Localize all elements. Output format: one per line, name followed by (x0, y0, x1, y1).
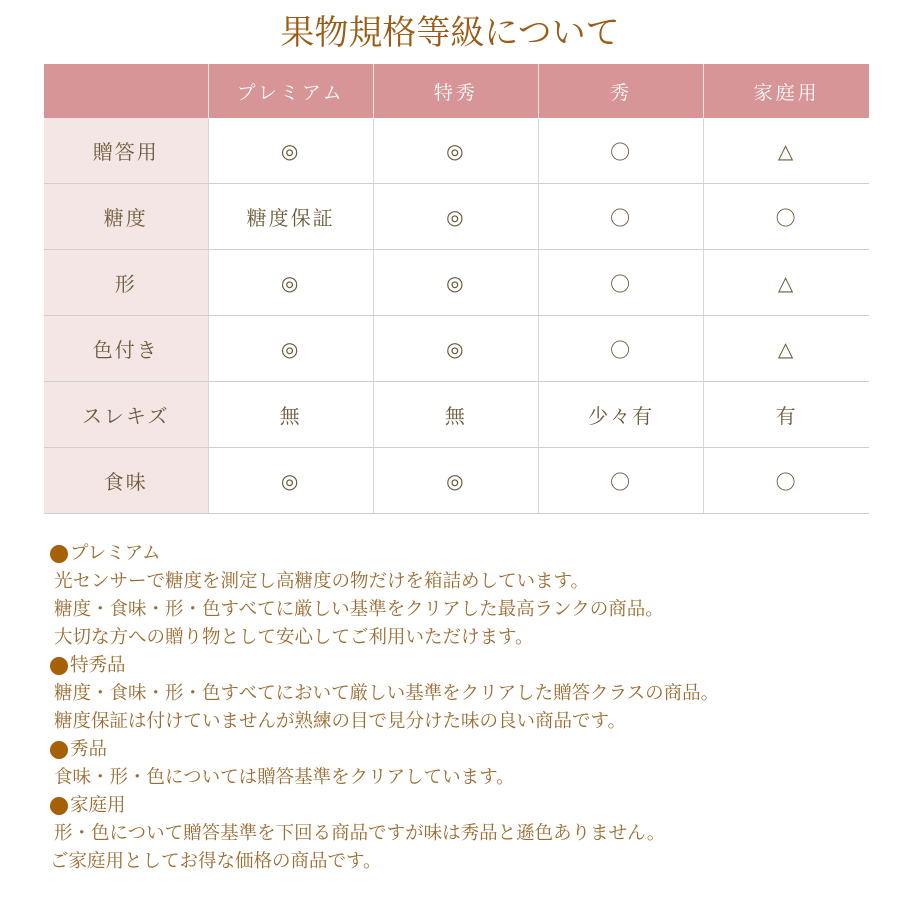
bullet-dot-icon (50, 657, 68, 675)
table-cell: 〇 (539, 184, 704, 250)
table-cell: ◎ (208, 448, 373, 514)
table-cell: 〇 (704, 448, 869, 514)
row-header: 形 (44, 250, 208, 316)
note-line: 光センサーで糖度を測定し高糖度の物だけを箱詰めしています。 (54, 571, 590, 592)
note-heading-katei (48, 792, 888, 820)
note-heading-text: 秀品 (70, 739, 108, 760)
table-cell: ◎ (208, 118, 373, 184)
note-heading-premium (48, 540, 888, 568)
table-corner-cell (44, 64, 208, 118)
bullet-dot-icon (50, 545, 68, 563)
note-line: 食味・形・色については贈答基準をクリアしています。 (54, 767, 515, 788)
bullet-dot-icon (50, 797, 68, 815)
table-row (44, 184, 869, 250)
table-header-row (44, 64, 869, 118)
table-cell: ◎ (373, 448, 538, 514)
page-title: 果物規格等級について (280, 13, 620, 53)
table-cell: ◎ (373, 184, 538, 250)
note-line: 糖度保証は付けていませんが熟練の目で見分けた味の良い商品です。 (54, 711, 627, 732)
table-row (44, 250, 869, 316)
table-cell: 〇 (539, 448, 704, 514)
grade-descriptions (48, 540, 888, 876)
table-cell: △ (704, 316, 869, 382)
note-heading-tokushu (48, 652, 888, 680)
row-header: 食味 (44, 448, 208, 514)
table-row (44, 118, 869, 184)
table-cell: ◎ (373, 250, 538, 316)
column-header-tokushu: 特秀 (373, 64, 538, 118)
table-cell: 無 (373, 382, 538, 448)
row-header: 贈答用 (44, 118, 208, 184)
table-cell: 少々有 (539, 382, 704, 448)
row-header: 色付き (44, 316, 208, 382)
table-row (44, 316, 869, 382)
table-row (44, 448, 869, 514)
table-cell: 〇 (539, 118, 704, 184)
row-header: スレキズ (44, 382, 208, 448)
table-cell: ◎ (373, 316, 538, 382)
note-heading-text: プレミアム (70, 543, 161, 564)
note-line: 糖度・食味・形・色すべてに厳しい基準をクリアした最高ランクの商品。 (54, 599, 664, 620)
table-cell: 有 (704, 382, 869, 448)
note-line: ご家庭用としてお得な価格の商品です。 (50, 851, 382, 872)
column-header-shu: 秀 (539, 64, 704, 118)
note-line: 形・色について贈答基準を下回る商品ですが味は秀品と遜色ありません。 (54, 823, 666, 844)
bullet-dot-icon (50, 741, 68, 759)
table-row (44, 382, 869, 448)
row-header: 糖度 (44, 184, 208, 250)
column-header-katei: 家庭用 (704, 64, 869, 118)
table-cell: 〇 (704, 184, 869, 250)
table-cell: 無 (208, 382, 373, 448)
column-header-premium: プレミアム (208, 64, 373, 118)
table-cell: 糖度保証 (208, 184, 373, 250)
table-cell: 〇 (539, 250, 704, 316)
table-cell: ◎ (208, 250, 373, 316)
note-line: 糖度・食味・形・色すべてにおいて厳しい基準をクリアした贈答クラスの商品。 (54, 683, 720, 704)
note-heading-text: 家庭用 (70, 795, 126, 816)
table-cell: ◎ (208, 316, 373, 382)
table-cell: △ (704, 118, 869, 184)
table-cell: △ (704, 250, 869, 316)
note-heading-shu (48, 736, 888, 764)
table-cell: ◎ (373, 118, 538, 184)
note-heading-text: 特秀品 (70, 655, 126, 676)
note-line: 大切な方への贈り物として安心してご利用いただけます。 (54, 627, 534, 648)
table-cell: 〇 (539, 316, 704, 382)
grade-table (44, 64, 869, 514)
